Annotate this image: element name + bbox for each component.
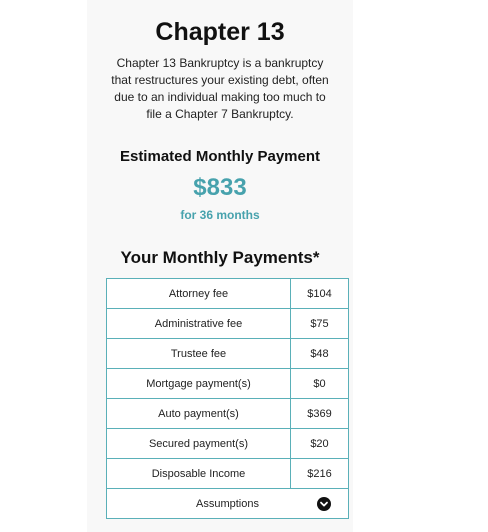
mortgage-payment-value: $0 <box>291 369 349 399</box>
secured-payment-value: $20 <box>291 429 349 459</box>
attorney-fee-value: $104 <box>291 279 349 309</box>
chevron-down-circle-icon[interactable] <box>317 497 331 511</box>
table-row <box>107 369 349 399</box>
administrative-fee-value: $75 <box>291 309 349 339</box>
auto-payment-value: $369 <box>291 399 349 429</box>
monthly-payments-table <box>106 278 349 519</box>
chapter-description: Chapter 13 Bankruptcy is a bankruptcy that restructures your existing debt, often due to an individual making too much to file a Chapter 7 Bankruptcy. <box>111 56 329 121</box>
estimated-payment-heading: Estimated Monthly Payment <box>119 148 321 165</box>
assumptions-row[interactable] <box>107 489 349 519</box>
assumptions-toggle[interactable] <box>107 489 349 519</box>
administrative-fee-label: Administrative fee <box>107 309 291 339</box>
monthly-payments-heading: Your Monthly Payments* <box>120 248 320 267</box>
table-row <box>107 339 349 369</box>
chapter-13-panel <box>87 0 353 532</box>
table-row <box>107 399 349 429</box>
table-row <box>107 309 349 339</box>
payment-term: for 36 months <box>180 208 260 222</box>
secured-payment-label: Secured payment(s) <box>107 429 291 459</box>
page-title: Chapter 13 <box>155 18 285 46</box>
table-row <box>107 459 349 489</box>
attorney-fee-label: Attorney fee <box>107 279 291 309</box>
assumptions-label: Assumptions <box>196 497 259 510</box>
table-row <box>107 279 349 309</box>
estimated-payment-amount: $833 <box>193 174 247 201</box>
disposable-income-label: Disposable Income <box>107 459 291 489</box>
table-row <box>107 429 349 459</box>
auto-payment-label: Auto payment(s) <box>107 399 291 429</box>
trustee-fee-label: Trustee fee <box>107 339 291 369</box>
trustee-fee-value: $48 <box>291 339 349 369</box>
mortgage-payment-label: Mortgage payment(s) <box>107 369 291 399</box>
disposable-income-value: $216 <box>291 459 349 489</box>
